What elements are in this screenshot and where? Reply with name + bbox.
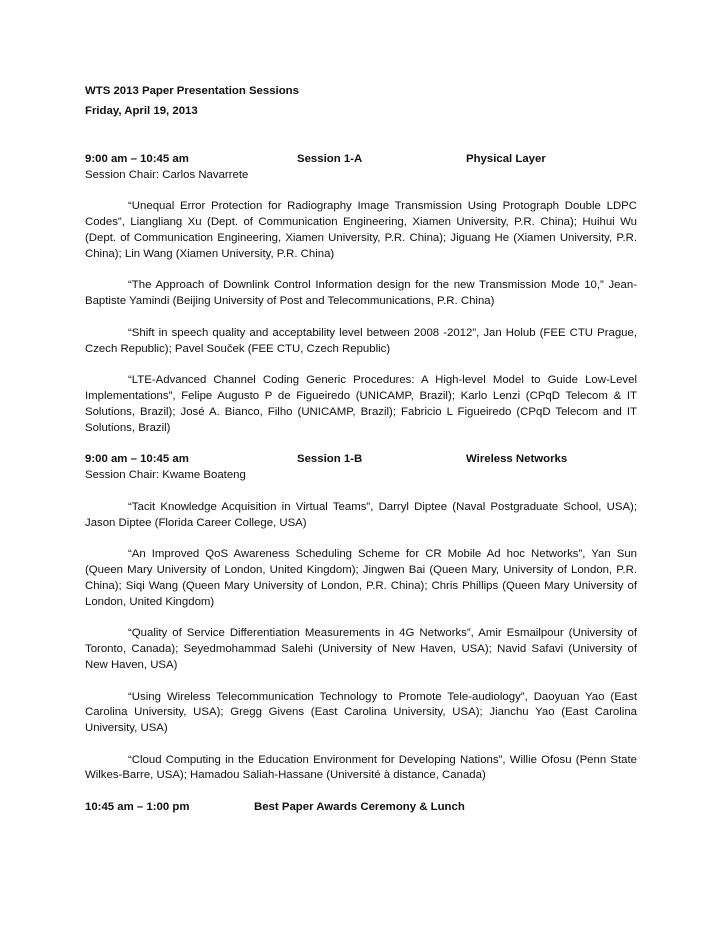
paper-entry: “Cloud Computing in the Education Environment for Developing Nations”, Willie Ofosu (Penn State Wilkes-Barre, USA); Hamadou Saliah-Hassane (Université à distance, Canada) xyxy=(85,753,637,782)
paper-entry: “LTE-Advanced Channel Coding Generic Procedures: A High-level Model to Guide Low-Level Implementations”, Felipe Augusto P de Figueiredo (UNICAMP, Brazil); Karlo Lenzi (CPqD Telecom & IT Solutions, Brazil); José A. Bianco, Filho (UNICAMP, Brazil); Fabricio L Figueiredo (CPqD Telecom and IT Solutions, Brazil) xyxy=(85,374,637,434)
award-name: Best Paper Awards Ceremony & Lunch xyxy=(254,801,465,814)
session-header xyxy=(85,152,637,168)
session-chair: Session Chair: Carlos Navarrete xyxy=(85,168,249,181)
paper-entry: “Using Wireless Telecommunication Technology to Promote Tele-audiology”, Daoyuan Yao (East Carolina University, USA); Gregg Givens (East Carolina University, USA); Jianchu Yao (East Carolina University, USA) xyxy=(85,690,637,735)
paper-entry: “The Approach of Downlink Control Information design for the new Transmission Mode 10,” Jean-Baptiste Yamindi (Beijing University of Post and Telecommunications, P.R. China) xyxy=(85,279,637,308)
session-topic: Physical Layer xyxy=(466,152,546,165)
session-time: 9:00 am – 10:45 am xyxy=(85,152,189,165)
award-time: 10:45 am – 1:00 pm xyxy=(85,801,190,814)
paper-entry: “Tacit Knowledge Acquisition in Virtual Teams”, Darryl Diptee (Naval Postgraduate School, USA); Jason Diptee (Florida Career College, USA) xyxy=(85,500,637,529)
session-header xyxy=(85,452,637,468)
session-name: Session 1-A xyxy=(297,152,363,165)
paper-entry: “An Improved QoS Awareness Scheduling Scheme for CR Mobile Ad hoc Networks”, Yan Sun (Queen Mary University of London, United Kingdom); Jingwen Bai (Queen Mary, University of London, P.R. China); Siqi Wang (Queen Mary University of London, P.R. China); Chris Phillips (Queen Mary University of London, United Kingdom) xyxy=(85,548,637,608)
document-title: WTS 2013 Paper Presentation Sessions xyxy=(85,85,299,97)
award-header xyxy=(85,800,637,816)
paper-entry: “Quality of Service Differentiation Measurements in 4G Networks”, Amir Esmailpour (University of Toronto, Canada); Seyedmohammad Salehi (University of New Haven, USA); Navid Safavi (University of New Haven, USA) xyxy=(85,627,637,671)
spacer xyxy=(85,784,637,800)
document-page xyxy=(85,84,637,816)
session-topic: Wireless Networks xyxy=(466,453,568,466)
spacer xyxy=(85,136,637,152)
paper-entry: “Unequal Error Protection for Radiography Image Transmission Using Protograph Double LDPC Codes”, Liangliang Xu (Dept. of Communication Engineering, Xiamen University, P.R. China); Huihui Wu (Dept. of Communication Engineering, Xiamen University, P.R. China); Jiguang He (Xiamen University, P.R. China); Lin Wang (Xiamen University, P.R. China) xyxy=(85,200,637,260)
session-name: Session 1-B xyxy=(297,453,363,466)
paper-entry: “Shift in speech quality and acceptability level between 2008 -2012”, Jan Holub (FEE CTU Prague, Czech Republic); Pavel Souček (FEE CTU, Czech Republic) xyxy=(85,326,637,355)
document-date: Friday, April 19, 2013 xyxy=(85,105,198,117)
spacer xyxy=(85,436,637,452)
session-time: 9:00 am – 10:45 am xyxy=(85,453,189,466)
spacer xyxy=(85,120,637,136)
session-chair: Session Chair: Kwame Boateng xyxy=(85,469,246,482)
